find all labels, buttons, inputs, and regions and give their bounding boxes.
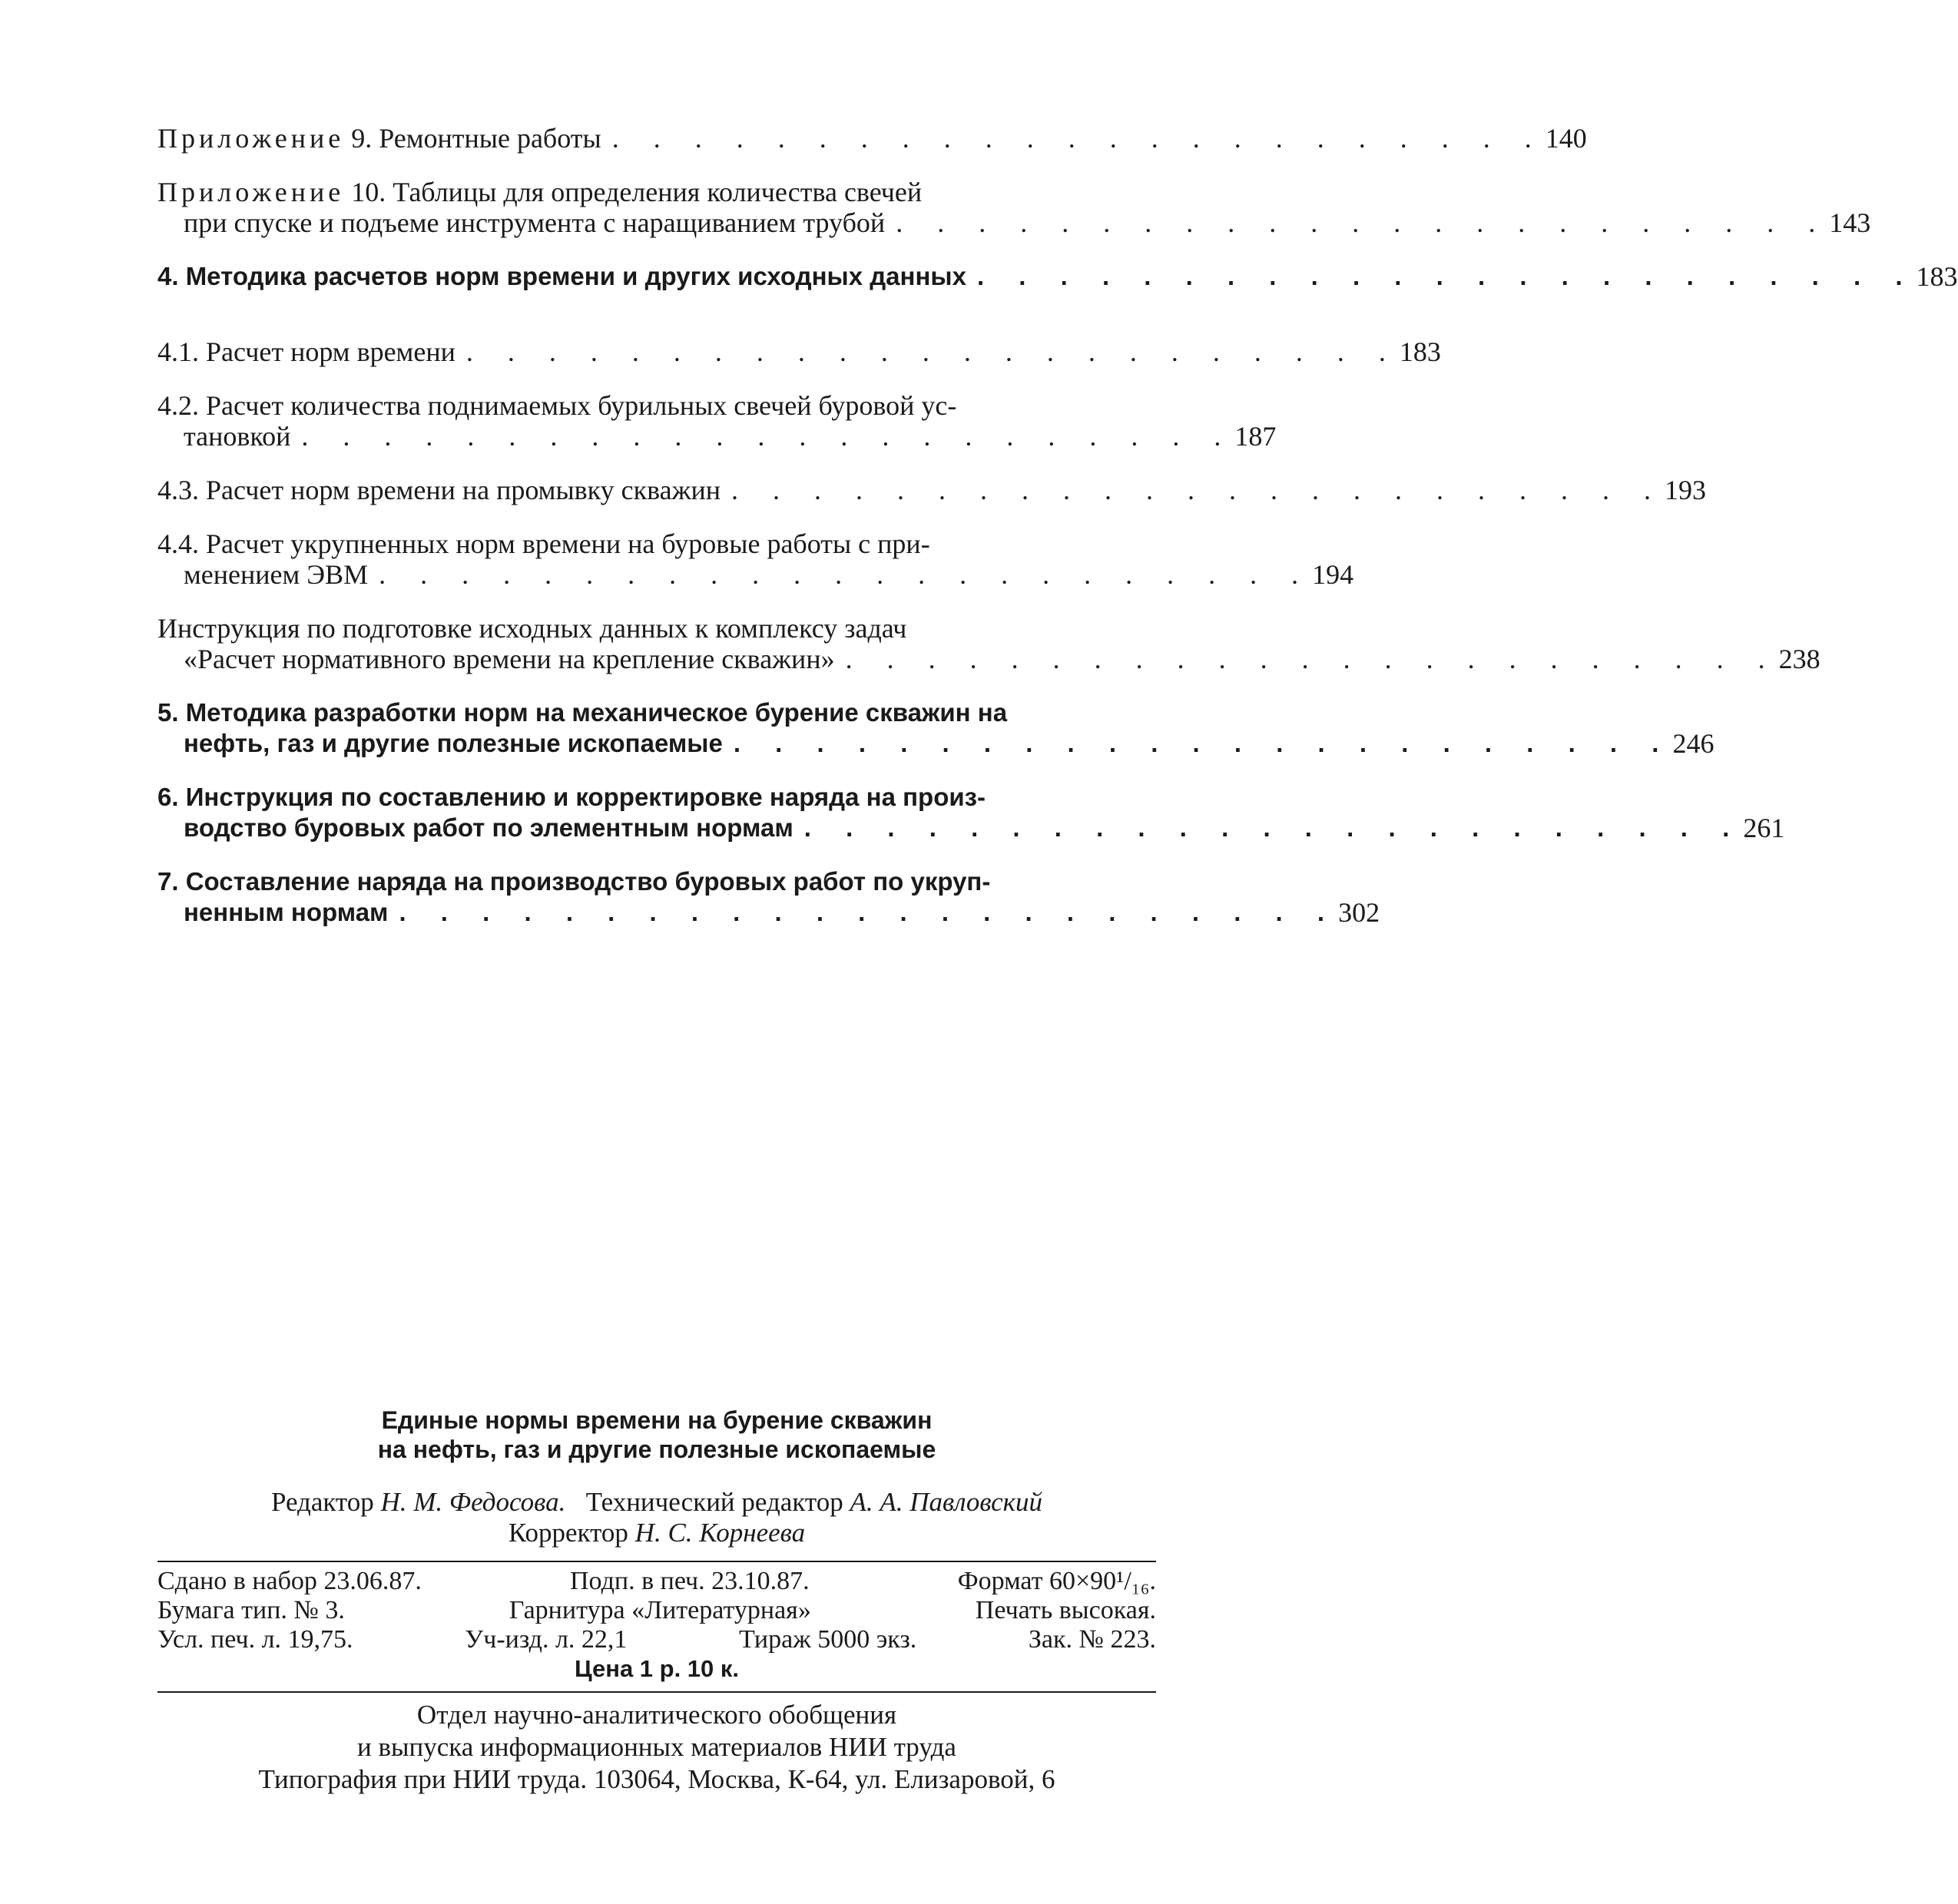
toc-entry-title-cont: менением ЭВМ: [184, 559, 369, 590]
spec-value: Тираж 5000 экз.: [739, 1625, 917, 1654]
editor-name: Н. М. Федосова.: [380, 1487, 566, 1517]
spec-value: Сдано в набор 23.06.87.: [157, 1567, 422, 1595]
toc-entry-title: 4.3. Расчет норм времени на промывку скважин: [157, 475, 721, 505]
leader-dots: . . . . . . . . . . . . . . . . . . . . . . .: [733, 729, 1673, 757]
spec-value: Бумага тип. № 3.: [157, 1596, 345, 1624]
print-specs: [157, 1567, 1156, 1684]
spec-value: Зак. № 223.: [1028, 1625, 1156, 1654]
toc-entry-title: 9. Ремонтные работы: [351, 123, 601, 154]
leader-dots: . . . . . . . . . . . . . . . . . . . . . . .: [465, 336, 1400, 367]
toc-entry-title: Инструкция по подготовке исходных данных к комплексу задач: [157, 613, 907, 644]
leader-dots: . . . . . . . . . . . . . . . . . . . . . . .: [611, 123, 1546, 154]
toc-page-number: 193: [1665, 475, 1706, 505]
toc-entry: [157, 613, 1821, 674]
price: Цена 1 р. 10 к.: [574, 1655, 740, 1682]
corrector-label: Корректор: [508, 1518, 628, 1548]
toc-page-number: 261: [1743, 813, 1785, 843]
specs-row: [157, 1567, 1156, 1596]
toc-page-number: 183: [1399, 336, 1441, 367]
toc-entry-title: 6. Инструкция по составлению и корректировке наряда на произ-: [157, 783, 986, 811]
spec-value: Уч-изд. л. 22,1: [465, 1625, 628, 1654]
toc-entry-title-cont: «Расчет нормативного времени на крепление скважин»: [184, 644, 835, 674]
tech-editor-label: Технический редактор: [585, 1487, 843, 1517]
editors-credits: [157, 1487, 1156, 1548]
toc-entry-title-cont: тановкой: [184, 421, 291, 452]
publisher-line: Отдел научно-аналитического обобщения: [416, 1700, 897, 1730]
toc-chapter-entry: [157, 261, 1958, 292]
toc-entry-lead: Приложение: [157, 123, 345, 154]
spec-value: Усл. печ. л. 19,75.: [157, 1625, 353, 1654]
toc-chapter-entry: [157, 697, 1714, 759]
toc-entry-title-cont: при спуске и подъеме инструмента с наращиванием трубой: [184, 207, 886, 238]
leader-dots: . . . . . . . . . . . . . . . . . . . . . . .: [301, 421, 1235, 452]
toc-page-number: 246: [1672, 728, 1714, 759]
toc-page-number: 187: [1234, 421, 1277, 452]
publisher-info: [157, 1699, 1156, 1796]
toc-entry-title: 10. Таблицы для определения количества свечей: [351, 177, 923, 207]
toc-entry: [157, 123, 1587, 154]
leader-dots: . . . . . . . . . . . . . . . . . . . . . . .: [379, 559, 1313, 590]
leader-dots: . . . . . . . . . . . . . . . . . . . . . . .: [845, 644, 1779, 674]
leader-dots: . . . . . . . . . . . . . . . . . . . . . . .: [896, 207, 1830, 238]
toc-entry-title: 5. Методика разработки норм на механическое бурение скважин на: [157, 698, 1008, 727]
publisher-line: и выпуска информационных материалов НИИ труда: [357, 1732, 956, 1762]
leader-dots: . . . . . . . . . . . . . . . . . . . . . . .: [399, 898, 1339, 926]
spec-value: Формат 60×90¹/₁₆.: [957, 1567, 1156, 1595]
toc-chapter-entry: [157, 782, 1785, 843]
toc-page-number: 302: [1338, 897, 1380, 928]
toc-entry-title: 4.2. Расчет количества поднимаемых бурильных свечей буровой ус-: [157, 390, 957, 421]
editor-label: Редактор: [270, 1487, 374, 1517]
toc-entry: [157, 177, 1871, 238]
toc-page-number: 140: [1545, 123, 1587, 154]
toc-chapter-entry: [157, 866, 1380, 928]
book-title-line: Единые нормы времени на бурение скважин: [381, 1406, 933, 1434]
book-title: [157, 1406, 1156, 1464]
toc-entry-lead: Приложение: [157, 177, 345, 207]
table-of-contents: [157, 123, 1958, 951]
leader-dots: . . . . . . . . . . . . . . . . . . . . . . .: [803, 813, 1744, 842]
toc-entry-title-cont: водство буровых работ по элементным нормам: [184, 813, 793, 842]
toc-page-number: 143: [1829, 207, 1871, 238]
toc-entry-title: 7. Составление наряда на производство буровых работ по укруп-: [157, 867, 991, 896]
spec-value: Печать высокая.: [975, 1596, 1156, 1624]
toc-page-number: 238: [1778, 644, 1821, 674]
toc-entry: [157, 475, 1706, 505]
toc-page-number: 183: [1916, 261, 1958, 292]
leader-dots: . . . . . . . . . . . . . . . . . . . . . . .: [731, 475, 1665, 505]
specs-row: [157, 1596, 1156, 1625]
spec-value: Гарнитура «Литературная»: [509, 1596, 811, 1624]
tech-editor-name: А. А. Павловский: [850, 1487, 1043, 1517]
toc-entry: [157, 336, 1441, 367]
toc-entry-title: 4.4. Расчет укрупненных норм времени на буровые работы с при-: [157, 528, 930, 559]
toc-entry-title-cont: нефть, газ и другие полезные ископаемые: [184, 729, 723, 757]
printer-line: Типография при НИИ труда. 103064, Москва, К-64, ул. Елизаровой, 6: [258, 1764, 1055, 1794]
toc-entry: [157, 390, 1277, 452]
divider: [157, 1691, 1156, 1693]
leader-dots: . . . . . . . . . . . . . . . . . . . . . . .: [976, 262, 1917, 290]
toc-entry: [157, 528, 1354, 590]
imprint-block: [157, 1406, 1156, 1796]
toc-entry-title: 4.1. Расчет норм времени: [157, 336, 456, 367]
toc-page-number: 194: [1312, 559, 1354, 590]
toc-entry-title: 4. Методика расчетов норм времени и других исходных данных: [157, 262, 966, 290]
corrector-name: Н. С. Корнеева: [634, 1518, 806, 1548]
divider: [157, 1561, 1156, 1562]
book-title-line: на нефть, газ и другие полезные ископаемые: [377, 1435, 936, 1463]
specs-row: [157, 1625, 1156, 1654]
toc-entry-title-cont: ненным нормам: [184, 898, 389, 926]
spec-value: Подп. в печ. 23.10.87.: [570, 1567, 810, 1595]
